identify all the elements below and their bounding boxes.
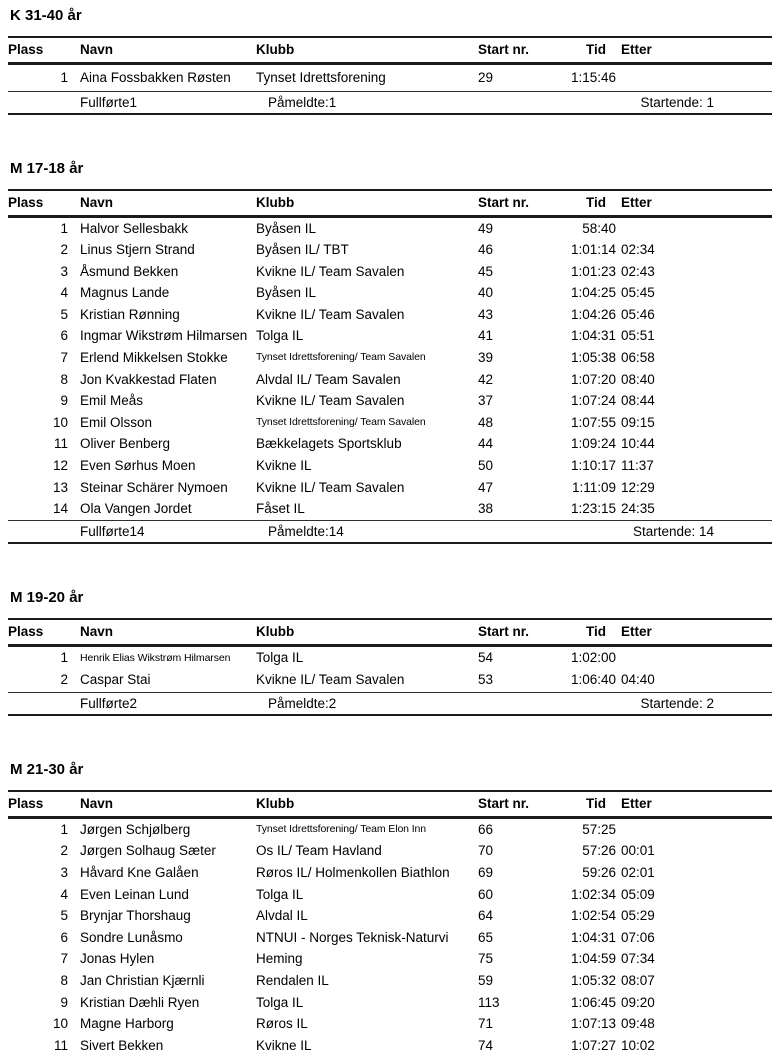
cell-navn: Sondre Lunåsmo bbox=[80, 929, 183, 945]
cell-klubb: Kvikne IL/ Team Savalen bbox=[256, 263, 405, 279]
cell-etter: 12:29 bbox=[621, 479, 655, 495]
cell-etter: 04:40 bbox=[621, 672, 655, 688]
cell-etter: 08:44 bbox=[621, 393, 655, 409]
cell-klubb: Bækkelagets Sportsklub bbox=[256, 436, 402, 452]
cell-klubb: Tynset Idrettsforening/ Team Savalen bbox=[256, 351, 426, 364]
cell-etter: 05:09 bbox=[621, 886, 655, 902]
cell-etter: 05:46 bbox=[621, 306, 655, 322]
section-title: M 19-20 år bbox=[10, 589, 84, 607]
table-row bbox=[8, 325, 772, 347]
cell-start-nr: 66 bbox=[478, 821, 494, 837]
cell-plass: 5 bbox=[60, 908, 68, 924]
cell-etter: 24:35 bbox=[621, 501, 655, 517]
header-col-start-nr: Start nr. bbox=[478, 796, 530, 812]
cell-etter: 08:07 bbox=[621, 972, 655, 988]
table-footer-wrap bbox=[8, 692, 772, 717]
cell-navn: Halvor Sellesbakk bbox=[80, 220, 189, 236]
cell-etter: 00:01 bbox=[621, 843, 655, 859]
cell-etter: 09:15 bbox=[621, 414, 655, 430]
cell-etter: 07:06 bbox=[621, 929, 655, 945]
cell-etter: 02:34 bbox=[621, 242, 655, 258]
cell-plass: 4 bbox=[60, 886, 68, 902]
cell-etter: 07:34 bbox=[621, 951, 655, 967]
table-row bbox=[8, 218, 772, 240]
section-title: M 17-18 år bbox=[10, 160, 84, 177]
cell-klubb: Os IL/ Team Havland bbox=[256, 843, 382, 859]
footer-fullforte: Fullførte1 bbox=[80, 95, 138, 110]
header-col-navn: Navn bbox=[80, 624, 114, 640]
cell-start-nr: 50 bbox=[478, 458, 494, 474]
cell-start-nr: 47 bbox=[478, 479, 494, 495]
cell-tid: 1:01:23 bbox=[570, 263, 616, 279]
cell-plass: 10 bbox=[52, 414, 68, 430]
header-col-start-nr: Start nr. bbox=[478, 624, 530, 640]
table-row bbox=[8, 455, 772, 477]
cell-tid: 1:02:00 bbox=[570, 649, 616, 665]
table-row bbox=[8, 239, 772, 261]
cell-tid: 1:15:46 bbox=[570, 69, 616, 85]
header-col-etter: Etter bbox=[621, 42, 652, 57]
cell-navn: Oliver Benberg bbox=[80, 436, 171, 452]
cell-navn: Erlend Mikkelsen Stokke bbox=[80, 350, 228, 366]
header-col-plass: Plass bbox=[8, 796, 44, 812]
results-table-header bbox=[8, 620, 772, 644]
cell-tid: 1:04:59 bbox=[570, 951, 616, 967]
cell-start-nr: 42 bbox=[478, 371, 494, 387]
cell-navn: Kristian Dæhli Ryen bbox=[80, 994, 200, 1010]
cell-klubb: Kvikne IL/ Team Savalen bbox=[256, 306, 405, 322]
cell-navn: Emil Olsson bbox=[80, 414, 153, 430]
table-footer bbox=[8, 693, 772, 714]
cell-tid: 1:02:54 bbox=[570, 908, 616, 924]
cell-plass: 10 bbox=[52, 1016, 68, 1032]
footer-startende: Startende: 1 bbox=[640, 95, 714, 110]
footer-fullforte: Fullførte2 bbox=[80, 696, 138, 712]
cell-start-nr: 75 bbox=[478, 951, 494, 967]
header-col-plass: Plass bbox=[8, 624, 44, 640]
header-col-plass: Plass bbox=[8, 195, 44, 210]
cell-klubb: Kvikne IL bbox=[256, 458, 312, 474]
cell-navn: Aina Fossbakken Røsten bbox=[80, 69, 231, 85]
cell-etter: 10:02 bbox=[621, 1037, 655, 1053]
results-table-header bbox=[8, 38, 772, 62]
table-row bbox=[8, 948, 772, 970]
cell-tid: 1:04:31 bbox=[570, 929, 616, 945]
cell-plass: 3 bbox=[60, 865, 68, 880]
divider-line bbox=[8, 542, 772, 544]
cell-plass: 2 bbox=[60, 672, 68, 688]
cell-navn: Brynjar Thorshaug bbox=[80, 908, 191, 924]
cell-klubb: Tolga IL bbox=[256, 886, 304, 902]
cell-start-nr: 113 bbox=[478, 994, 500, 1010]
cell-klubb: Kvikne IL/ Team Savalen bbox=[256, 393, 405, 409]
divider-line bbox=[8, 113, 772, 115]
header-col-etter: Etter bbox=[621, 195, 652, 210]
cell-etter: 05:45 bbox=[621, 285, 655, 301]
cell-start-nr: 64 bbox=[478, 908, 494, 924]
header-col-klubb: Klubb bbox=[256, 195, 295, 210]
header-col-tid: Tid bbox=[586, 796, 606, 812]
table-rows bbox=[8, 819, 772, 1056]
cell-etter: 06:58 bbox=[621, 350, 655, 366]
footer-startende: Startende: 14 bbox=[632, 524, 714, 540]
cell-start-nr: 45 bbox=[478, 263, 494, 279]
cell-start-nr: 40 bbox=[478, 285, 494, 301]
table-row bbox=[8, 647, 772, 670]
table-row bbox=[8, 970, 772, 992]
cell-navn: Håvard Kne Galåen bbox=[80, 865, 199, 880]
cell-plass: 1 bbox=[60, 821, 68, 837]
cell-start-nr: 54 bbox=[478, 649, 494, 665]
cell-etter: 05:51 bbox=[621, 328, 655, 344]
cell-start-nr: 60 bbox=[478, 886, 494, 902]
cell-tid: 57:26 bbox=[582, 843, 616, 859]
cell-tid: 1:01:14 bbox=[570, 242, 616, 258]
cell-plass: 7 bbox=[60, 350, 68, 366]
table-row bbox=[8, 819, 772, 841]
cell-tid: 1:07:24 bbox=[570, 393, 616, 409]
cell-navn: Jonas Hylen bbox=[80, 951, 155, 967]
cell-tid: 1:04:31 bbox=[570, 328, 616, 344]
cell-navn: Henrik Elias Wikstrøm Hilmarsen bbox=[80, 651, 231, 664]
table-footer-wrap bbox=[8, 91, 772, 116]
cell-plass: 2 bbox=[60, 242, 68, 258]
cell-etter: 09:20 bbox=[621, 994, 655, 1010]
cell-plass: 14 bbox=[52, 501, 68, 517]
cell-plass: 11 bbox=[53, 1037, 68, 1053]
cell-tid: 1:04:26 bbox=[570, 306, 616, 322]
section-title: M 21-30 år bbox=[10, 761, 84, 779]
header-col-klubb: Klubb bbox=[256, 42, 295, 57]
table-row bbox=[8, 390, 772, 412]
cell-klubb: Kvikne IL/ Team Savalen bbox=[256, 479, 405, 495]
header-col-navn: Navn bbox=[80, 796, 114, 812]
cell-navn: Ola Vangen Jordet bbox=[80, 501, 192, 517]
cell-plass: 7 bbox=[60, 951, 68, 967]
cell-tid: 1:23:15 bbox=[570, 501, 616, 517]
table-row bbox=[8, 477, 772, 499]
table-row bbox=[8, 840, 772, 862]
cell-klubb: Tolga IL bbox=[256, 994, 304, 1010]
table-row bbox=[8, 862, 772, 884]
header-col-klubb: Klubb bbox=[256, 796, 295, 812]
cell-etter: 02:01 bbox=[621, 865, 655, 880]
cell-plass: 9 bbox=[60, 393, 68, 409]
table-row bbox=[8, 992, 772, 1014]
cell-klubb: NTNUI - Norges Teknisk-Naturvi bbox=[256, 929, 449, 945]
footer-startende: Startende: 2 bbox=[640, 696, 714, 712]
cell-klubb: Alvdal IL bbox=[256, 908, 308, 924]
cell-klubb: Byåsen IL bbox=[256, 220, 317, 236]
cell-start-nr: 46 bbox=[478, 242, 494, 258]
header-col-tid: Tid bbox=[586, 624, 606, 640]
result-section bbox=[8, 762, 772, 1056]
footer-pameldte: Påmeldte:2 bbox=[268, 696, 337, 712]
cell-klubb: Tynset Idrettsforening/ Team Elon Inn bbox=[256, 822, 427, 835]
cell-plass: 13 bbox=[52, 479, 68, 495]
cell-start-nr: 71 bbox=[478, 1016, 494, 1032]
results-table-header bbox=[8, 792, 772, 816]
table-row bbox=[8, 433, 772, 455]
footer-pameldte: Påmeldte:1 bbox=[268, 95, 337, 110]
cell-klubb: Kvikne IL bbox=[256, 1037, 312, 1053]
cell-klubb: Røros IL bbox=[256, 1016, 308, 1032]
cell-klubb: Byåsen IL/ TBT bbox=[256, 242, 349, 258]
cell-plass: 8 bbox=[60, 972, 68, 988]
cell-klubb: Rendalen IL bbox=[256, 972, 329, 988]
table-row bbox=[8, 884, 772, 906]
cell-klubb: Tynset Idrettsforening bbox=[256, 69, 386, 85]
cell-tid: 58:40 bbox=[582, 220, 616, 236]
cell-etter: 05:29 bbox=[621, 908, 655, 924]
header-col-tid: Tid bbox=[586, 195, 606, 210]
cell-start-nr: 53 bbox=[478, 672, 494, 688]
cell-navn: Steinar Schärer Nymoen bbox=[80, 479, 228, 495]
cell-klubb: Fåset IL bbox=[256, 501, 305, 517]
cell-tid: 1:05:32 bbox=[570, 972, 616, 988]
cell-etter: 08:40 bbox=[621, 371, 655, 387]
cell-tid: 57:25 bbox=[582, 821, 616, 837]
result-section bbox=[8, 590, 772, 716]
cell-start-nr: 49 bbox=[478, 220, 494, 236]
cell-navn: Caspar Stai bbox=[80, 672, 151, 688]
cell-plass: 11 bbox=[53, 436, 68, 452]
cell-etter: 10:44 bbox=[621, 436, 655, 452]
table-row bbox=[8, 282, 772, 304]
cell-tid: 1:09:24 bbox=[570, 436, 616, 452]
table-row bbox=[8, 669, 772, 692]
cell-plass: 6 bbox=[60, 929, 68, 945]
cell-plass: 3 bbox=[60, 263, 68, 279]
cell-klubb: Alvdal IL/ Team Savalen bbox=[256, 371, 401, 387]
cell-etter: 09:48 bbox=[621, 1016, 655, 1032]
cell-plass: 12 bbox=[52, 458, 68, 474]
cell-tid: 1:07:13 bbox=[570, 1016, 616, 1032]
section-title: K 31-40 år bbox=[10, 7, 82, 24]
results-table-header bbox=[8, 191, 772, 215]
cell-navn: Magnus Lande bbox=[80, 285, 170, 301]
cell-klubb: Tolga IL bbox=[256, 328, 304, 344]
cell-navn: Linus Stjern Strand bbox=[80, 242, 195, 258]
cell-start-nr: 38 bbox=[478, 501, 494, 517]
cell-start-nr: 70 bbox=[478, 843, 494, 859]
cell-start-nr: 48 bbox=[478, 414, 494, 430]
table-rows bbox=[8, 218, 772, 520]
cell-tid: 1:07:55 bbox=[570, 414, 616, 430]
cell-navn: Åsmund Bekken bbox=[80, 263, 179, 279]
header-col-etter: Etter bbox=[621, 624, 652, 640]
cell-plass: 6 bbox=[60, 328, 68, 344]
table-row bbox=[8, 1035, 772, 1056]
divider-line bbox=[8, 714, 772, 716]
cell-etter: 11:37 bbox=[621, 458, 654, 474]
cell-plass: 4 bbox=[60, 285, 68, 301]
cell-klubb: Heming bbox=[256, 951, 303, 967]
cell-klubb: Røros IL/ Holmenkollen Biathlon bbox=[256, 865, 450, 880]
cell-start-nr: 43 bbox=[478, 306, 494, 322]
cell-tid: 59:26 bbox=[582, 865, 616, 880]
cell-navn: Jan Christian Kjærnli bbox=[80, 972, 205, 988]
header-col-tid: Tid bbox=[586, 42, 606, 57]
cell-navn: Even Leinan Lund bbox=[80, 886, 189, 902]
cell-start-nr: 59 bbox=[478, 972, 494, 988]
cell-tid: 1:04:25 bbox=[570, 285, 616, 301]
cell-tid: 1:10:17 bbox=[570, 458, 616, 474]
cell-start-nr: 44 bbox=[478, 436, 494, 452]
cell-plass: 9 bbox=[60, 994, 68, 1010]
table-footer bbox=[8, 92, 772, 113]
cell-klubb: Kvikne IL/ Team Savalen bbox=[256, 672, 405, 688]
cell-navn: Jørgen Solhaug Sæter bbox=[80, 843, 216, 859]
cell-navn: Magne Harborg bbox=[80, 1016, 174, 1032]
cell-klubb: Tolga IL bbox=[256, 649, 304, 665]
cell-navn: Emil Meås bbox=[80, 393, 144, 409]
cell-tid: 1:07:27 bbox=[570, 1037, 616, 1053]
header-col-klubb: Klubb bbox=[256, 624, 295, 640]
cell-klubb: Byåsen IL bbox=[256, 285, 317, 301]
table-row bbox=[8, 927, 772, 949]
cell-etter: 02:43 bbox=[621, 263, 655, 279]
header-col-navn: Navn bbox=[80, 42, 114, 57]
cell-navn: Jørgen Schjølberg bbox=[80, 821, 191, 837]
cell-plass: 1 bbox=[60, 220, 68, 236]
table-rows bbox=[8, 647, 772, 692]
cell-navn: Sivert Bekken bbox=[80, 1037, 164, 1053]
cell-plass: 1 bbox=[60, 649, 68, 665]
cell-start-nr: 65 bbox=[478, 929, 494, 945]
cell-plass: 2 bbox=[60, 843, 68, 859]
cell-plass: 1 bbox=[60, 69, 68, 85]
table-row bbox=[8, 369, 772, 391]
result-section bbox=[8, 161, 772, 544]
table-row bbox=[8, 412, 772, 434]
cell-tid: 1:02:34 bbox=[570, 886, 616, 902]
header-col-plass: Plass bbox=[8, 42, 44, 57]
cell-tid: 1:06:45 bbox=[570, 994, 616, 1010]
result-section bbox=[8, 8, 772, 115]
table-row bbox=[8, 498, 772, 520]
cell-klubb: Tynset Idrettsforening/ Team Savalen bbox=[256, 415, 426, 428]
cell-tid: 1:11:09 bbox=[571, 479, 616, 495]
header-col-navn: Navn bbox=[80, 195, 114, 210]
table-rows bbox=[8, 65, 772, 91]
cell-start-nr: 41 bbox=[478, 328, 494, 344]
cell-start-nr: 69 bbox=[478, 865, 494, 880]
cell-navn: Kristian Rønning bbox=[80, 306, 180, 322]
header-col-start-nr: Start nr. bbox=[478, 42, 530, 57]
cell-navn: Ingmar Wikstrøm Hilmarsen bbox=[80, 328, 248, 344]
cell-start-nr: 74 bbox=[478, 1037, 494, 1053]
cell-tid: 1:05:38 bbox=[570, 350, 616, 366]
cell-start-nr: 29 bbox=[478, 69, 494, 85]
table-row bbox=[8, 347, 772, 369]
table-row bbox=[8, 65, 772, 91]
footer-fullforte: Fullførte14 bbox=[80, 524, 145, 540]
header-col-etter: Etter bbox=[621, 796, 652, 812]
cell-navn: Jon Kvakkestad Flaten bbox=[80, 371, 217, 387]
table-row bbox=[8, 261, 772, 283]
table-row bbox=[8, 304, 772, 326]
cell-plass: 8 bbox=[60, 371, 68, 387]
table-footer bbox=[8, 521, 772, 542]
cell-start-nr: 37 bbox=[478, 393, 494, 409]
header-col-start-nr: Start nr. bbox=[478, 195, 530, 210]
cell-tid: 1:07:20 bbox=[570, 371, 616, 387]
table-footer-wrap bbox=[8, 520, 772, 545]
table-row bbox=[8, 905, 772, 927]
cell-plass: 5 bbox=[60, 306, 68, 322]
cell-start-nr: 39 bbox=[478, 350, 494, 366]
cell-navn: Even Sørhus Moen bbox=[80, 458, 196, 474]
footer-pameldte: Påmeldte:14 bbox=[268, 524, 344, 540]
cell-tid: 1:06:40 bbox=[570, 672, 616, 688]
